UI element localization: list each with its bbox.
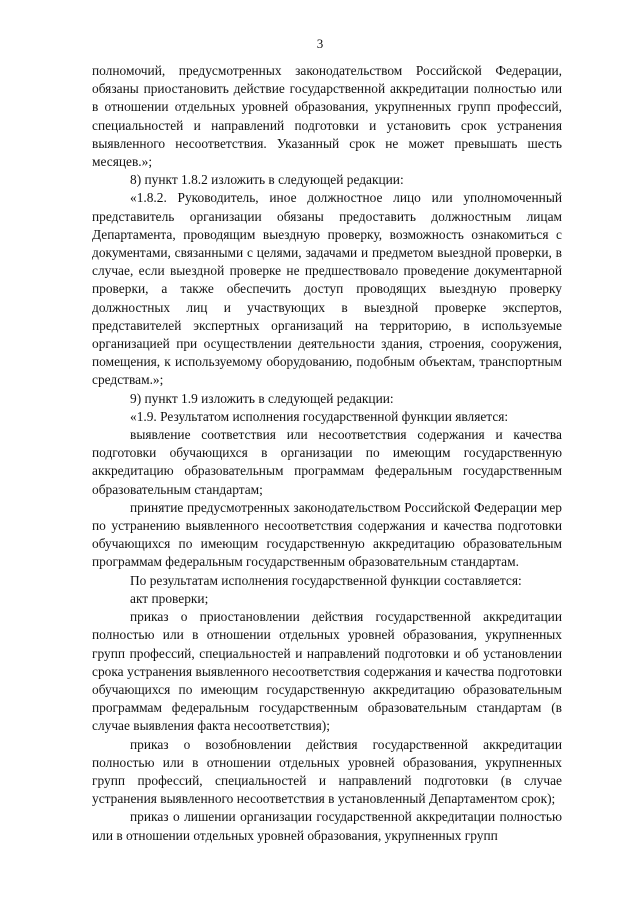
paragraph: акт проверки; xyxy=(130,590,209,606)
paragraph: 8) пункт 1.8.2 изложить в следующей редакции: xyxy=(130,172,404,188)
paragraph: полномочий, предусмотренных законодательством Российской Федерации, обязаны приостановить действие государственной аккредитации полностью или в отношении отдельных уровней образования, укрупненных групп профессий, специальностей и направлений подготовки и установить срок устранения выявленного несоответствия. Указанный срок не может превышать шесть месяцев.»; xyxy=(92,63,562,170)
document-body xyxy=(92,62,562,845)
paragraph: приказ о приостановлении действия государственной аккредитации полностью или в отношении отдельных уровней образования, укрупненных групп профессий, специальностей и направлений подготовки и об установлении срока устранения выявленного несоответствия содержания и качества подготовки обучающихся по имеющим государственную аккредитацию образовательным программам федеральным государственным образовательным стандартам (в случае выявления факта несоответствия); xyxy=(92,609,562,734)
paragraph: «1.9. Результатом исполнения государственной функции является: xyxy=(130,408,509,424)
paragraph: выявление соответствия или несоответствия содержания и качества подготовки обучающихся в организации по имеющим государственную аккредитацию образовательным программам федеральным государственным образовательным стандартам; xyxy=(92,427,562,497)
paragraph: приказ о лишении организации государственной аккредитации полностью или в отношении отдельных уровней образования, укрупненных групп xyxy=(92,809,562,843)
paragraph: 9) пункт 1.9 изложить в следующей редакции: xyxy=(130,390,394,406)
paragraph: «1.8.2. Руководитель, иное должностное лицо или уполномоченный представитель организации обязаны предоставить должностным лицам Департамента, проводящим выездную проверку, возможность ознакомиться с документами, связанными с целями, задачами и предметом выездной проверки, в случае, если выездной проверке не предшествовало проведение документарной проверки, а также обеспечить доступ проводящих выездную проверку должностных лиц и участвующих в выездной проверке экспертов, представителей экспертных организаций на территорию, в используемые организацией при осуществлении деятельности здания, строения, сооружения, помещения, к используемому оборудованию, подобным объектам, транспортным средствам.»; xyxy=(92,190,562,388)
paragraph: По результатам исполнения государственной функции составляется: xyxy=(130,572,522,588)
paragraph: приказ о возобновлении действия государственной аккредитации полностью или в отношении отдельных уровней образования, укрупненных групп профессий, специальностей и направлений подготовки (в случае устранения выявленного несоответствия в установленный Департаментом срок); xyxy=(92,736,562,807)
paragraph: принятие предусмотренных законодательством Российской Федерации мер по устранению выявленного несоответствия содержания и качества подготовки обучающихся по имеющим государственную аккредитацию образовательным программам федеральным государственным образовательным стандартам. xyxy=(92,499,562,570)
page-number: 3 xyxy=(316,36,324,51)
